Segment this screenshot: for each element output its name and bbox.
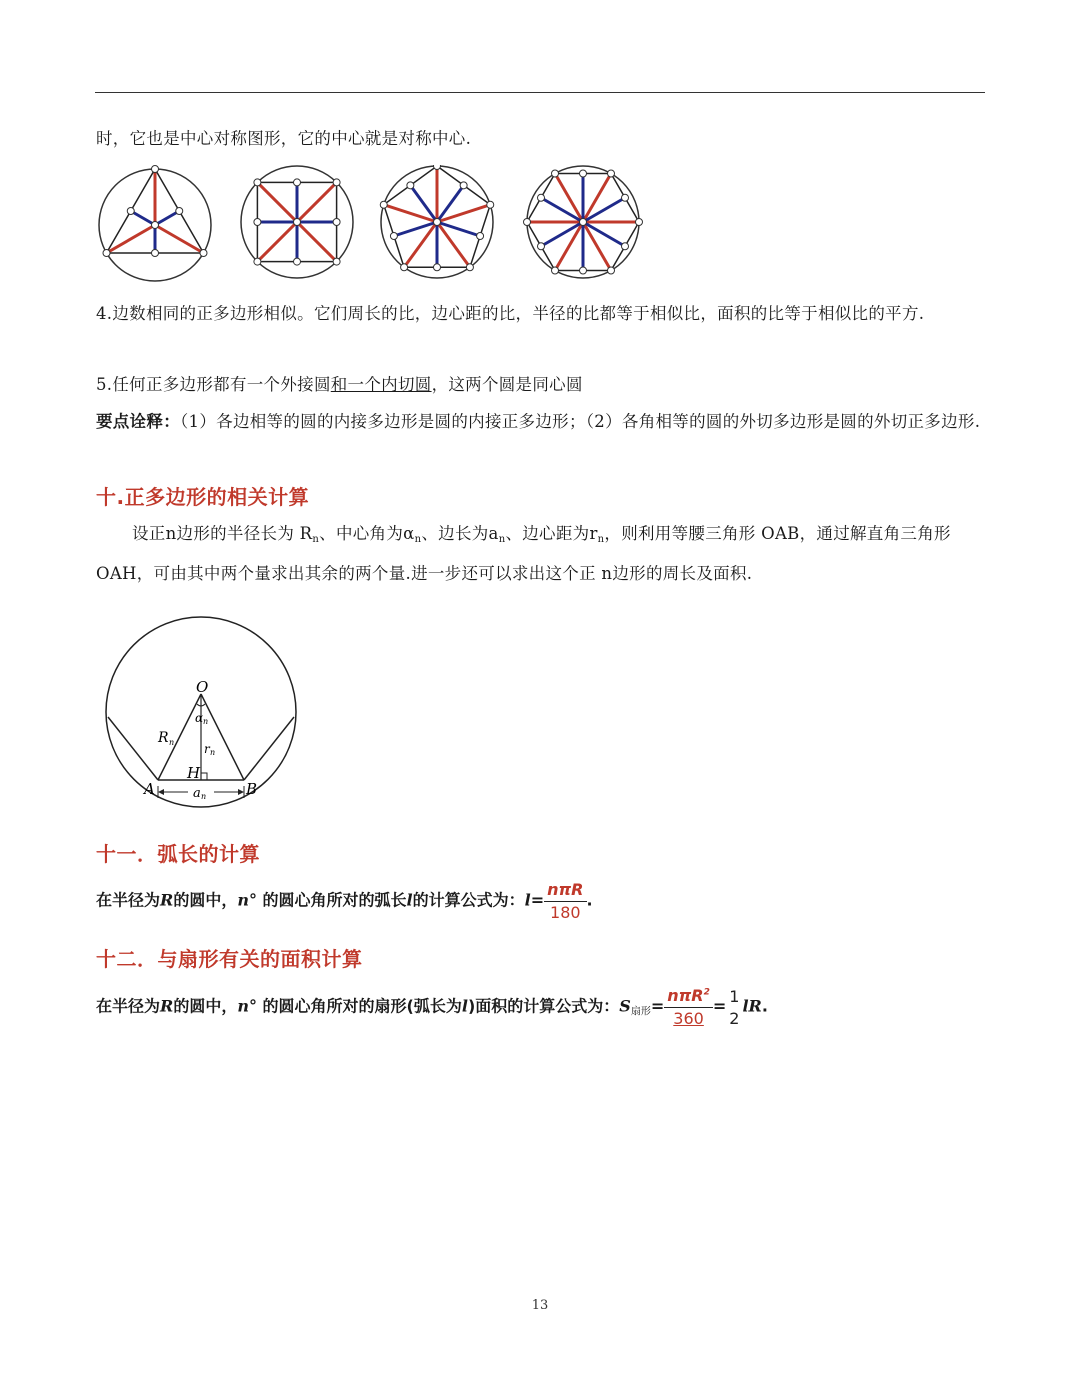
label-r: r <box>204 742 210 756</box>
label-H: H <box>187 764 201 782</box>
arc-numerator: nπR <box>544 880 586 902</box>
key-points-text: （1）各边相等的圆的内接多边形是圆的内接正多边形；（2）各角相等的圆的外切多边形是圆的外切正多边形. <box>180 412 981 431</box>
pentagon-figure <box>380 165 494 278</box>
arc-fraction <box>544 880 586 922</box>
s10-text-d: 、边心距为r <box>505 524 598 543</box>
half-denominator: 2 <box>729 1008 740 1028</box>
s10-sub-4: n <box>597 534 605 545</box>
item-5-underlined: 和一个内切圆 <box>330 375 432 394</box>
s12-R: R <box>160 996 174 1016</box>
triangle-circle-diagram <box>100 600 320 820</box>
section-12-heading: 十二．与扇形有关的面积计算 <box>96 947 363 971</box>
section-11-heading: 十一．弧长的计算 <box>96 842 260 866</box>
header-rule <box>95 92 985 93</box>
s11-text-d: 的计算公式为： <box>412 890 525 910</box>
label-alpha-sub: n <box>203 717 209 726</box>
s12-text-c: 的圆心角所对的扇形(弧长为 <box>256 996 462 1016</box>
label-B: B <box>246 780 258 798</box>
s11-text-b: 的圆中， <box>173 890 238 910</box>
s12-text-b: 的圆中， <box>173 996 238 1016</box>
s12-l: l <box>461 996 468 1016</box>
s10-text-a: 设正n边形的半径长为 R <box>132 524 313 543</box>
sector-fraction <box>664 986 713 1028</box>
s12-eq2: = <box>712 996 727 1016</box>
half-numerator: 1 <box>729 986 740 1006</box>
s10-text-c: 、边长为a <box>421 524 499 543</box>
label-R-sub: n <box>169 738 175 747</box>
section-10-paragraph <box>96 517 986 591</box>
s11-R: R <box>160 890 174 910</box>
s12-deg: ° <box>248 996 257 1016</box>
s10-sub-2: n <box>414 534 422 545</box>
key-points <box>96 405 986 439</box>
s11-deg: ° <box>248 890 257 910</box>
label-R: R <box>158 730 169 746</box>
s12-S-sub: 扇形 <box>630 1006 651 1018</box>
s11-text-c: 的圆心角所对的弧长 <box>256 890 407 910</box>
s12-end: . <box>761 996 768 1016</box>
label-O: O <box>196 678 209 696</box>
s11-end: . <box>586 890 593 910</box>
section-10-heading: 十.正多边形的相关计算 <box>96 485 310 509</box>
polygon-figures <box>95 165 655 285</box>
label-a: a <box>193 786 201 801</box>
label-alpha: α <box>195 711 204 725</box>
s10-text-b: 、中心角为α <box>319 524 415 543</box>
sector-area-formula <box>96 986 768 1028</box>
label-r-sub: n <box>210 748 216 757</box>
s11-lhs: l <box>524 890 531 910</box>
s11-text-a: 在半径为 <box>96 890 161 910</box>
sector-sup: 2 <box>703 987 710 998</box>
s11-eq: = <box>530 890 545 910</box>
item-5-suffix: ，这两个圆是同心圆 <box>431 375 583 394</box>
s10-text-e: ，则利用等腰三角形 OAB，通过解直角三角形 OAH，可由其中两个量求出其余的两个量.进一步还可以求出这个正 n边形的周长及面积. <box>96 524 951 583</box>
sector-numerator: nπR <box>667 986 704 1005</box>
triangle-figure <box>99 166 211 282</box>
s12-n: n <box>237 996 249 1016</box>
square-figure <box>241 166 353 278</box>
arc-length-formula <box>96 880 593 922</box>
item-5 <box>96 368 986 402</box>
s11-l: l <box>406 890 413 910</box>
s12-S: S <box>619 996 631 1016</box>
hexagon-figure <box>524 166 643 278</box>
arc-denominator: 180 <box>550 903 581 922</box>
key-points-label: 要点诠释： <box>96 412 180 431</box>
s12-eq: = <box>650 996 665 1016</box>
s11-n: n <box>237 890 249 910</box>
item-4: 4.边数相同的正多边形相似。它们周长的比，边心距的比，半径的比都等于相似比，面积的比等于相似比的平方. <box>96 304 925 323</box>
s12-tail: lR <box>742 996 762 1016</box>
item-5-prefix: 5.任何正多边形都有一个外接圆 <box>96 375 331 394</box>
top-line: 时，它也是中心对称图形，它的中心就是对称中心. <box>96 129 472 148</box>
label-A: A <box>144 780 155 798</box>
s10-sub-3: n <box>498 534 506 545</box>
label-a-sub: n <box>201 792 207 801</box>
sector-denominator: 360 <box>673 1009 704 1028</box>
s10-sub-1: n <box>312 534 320 545</box>
s12-text-a: 在半径为 <box>96 996 161 1016</box>
s12-text-d: )面积的计算公式为： <box>467 996 620 1016</box>
half-fraction <box>726 987 742 1028</box>
page-number: 13 <box>531 1298 549 1313</box>
